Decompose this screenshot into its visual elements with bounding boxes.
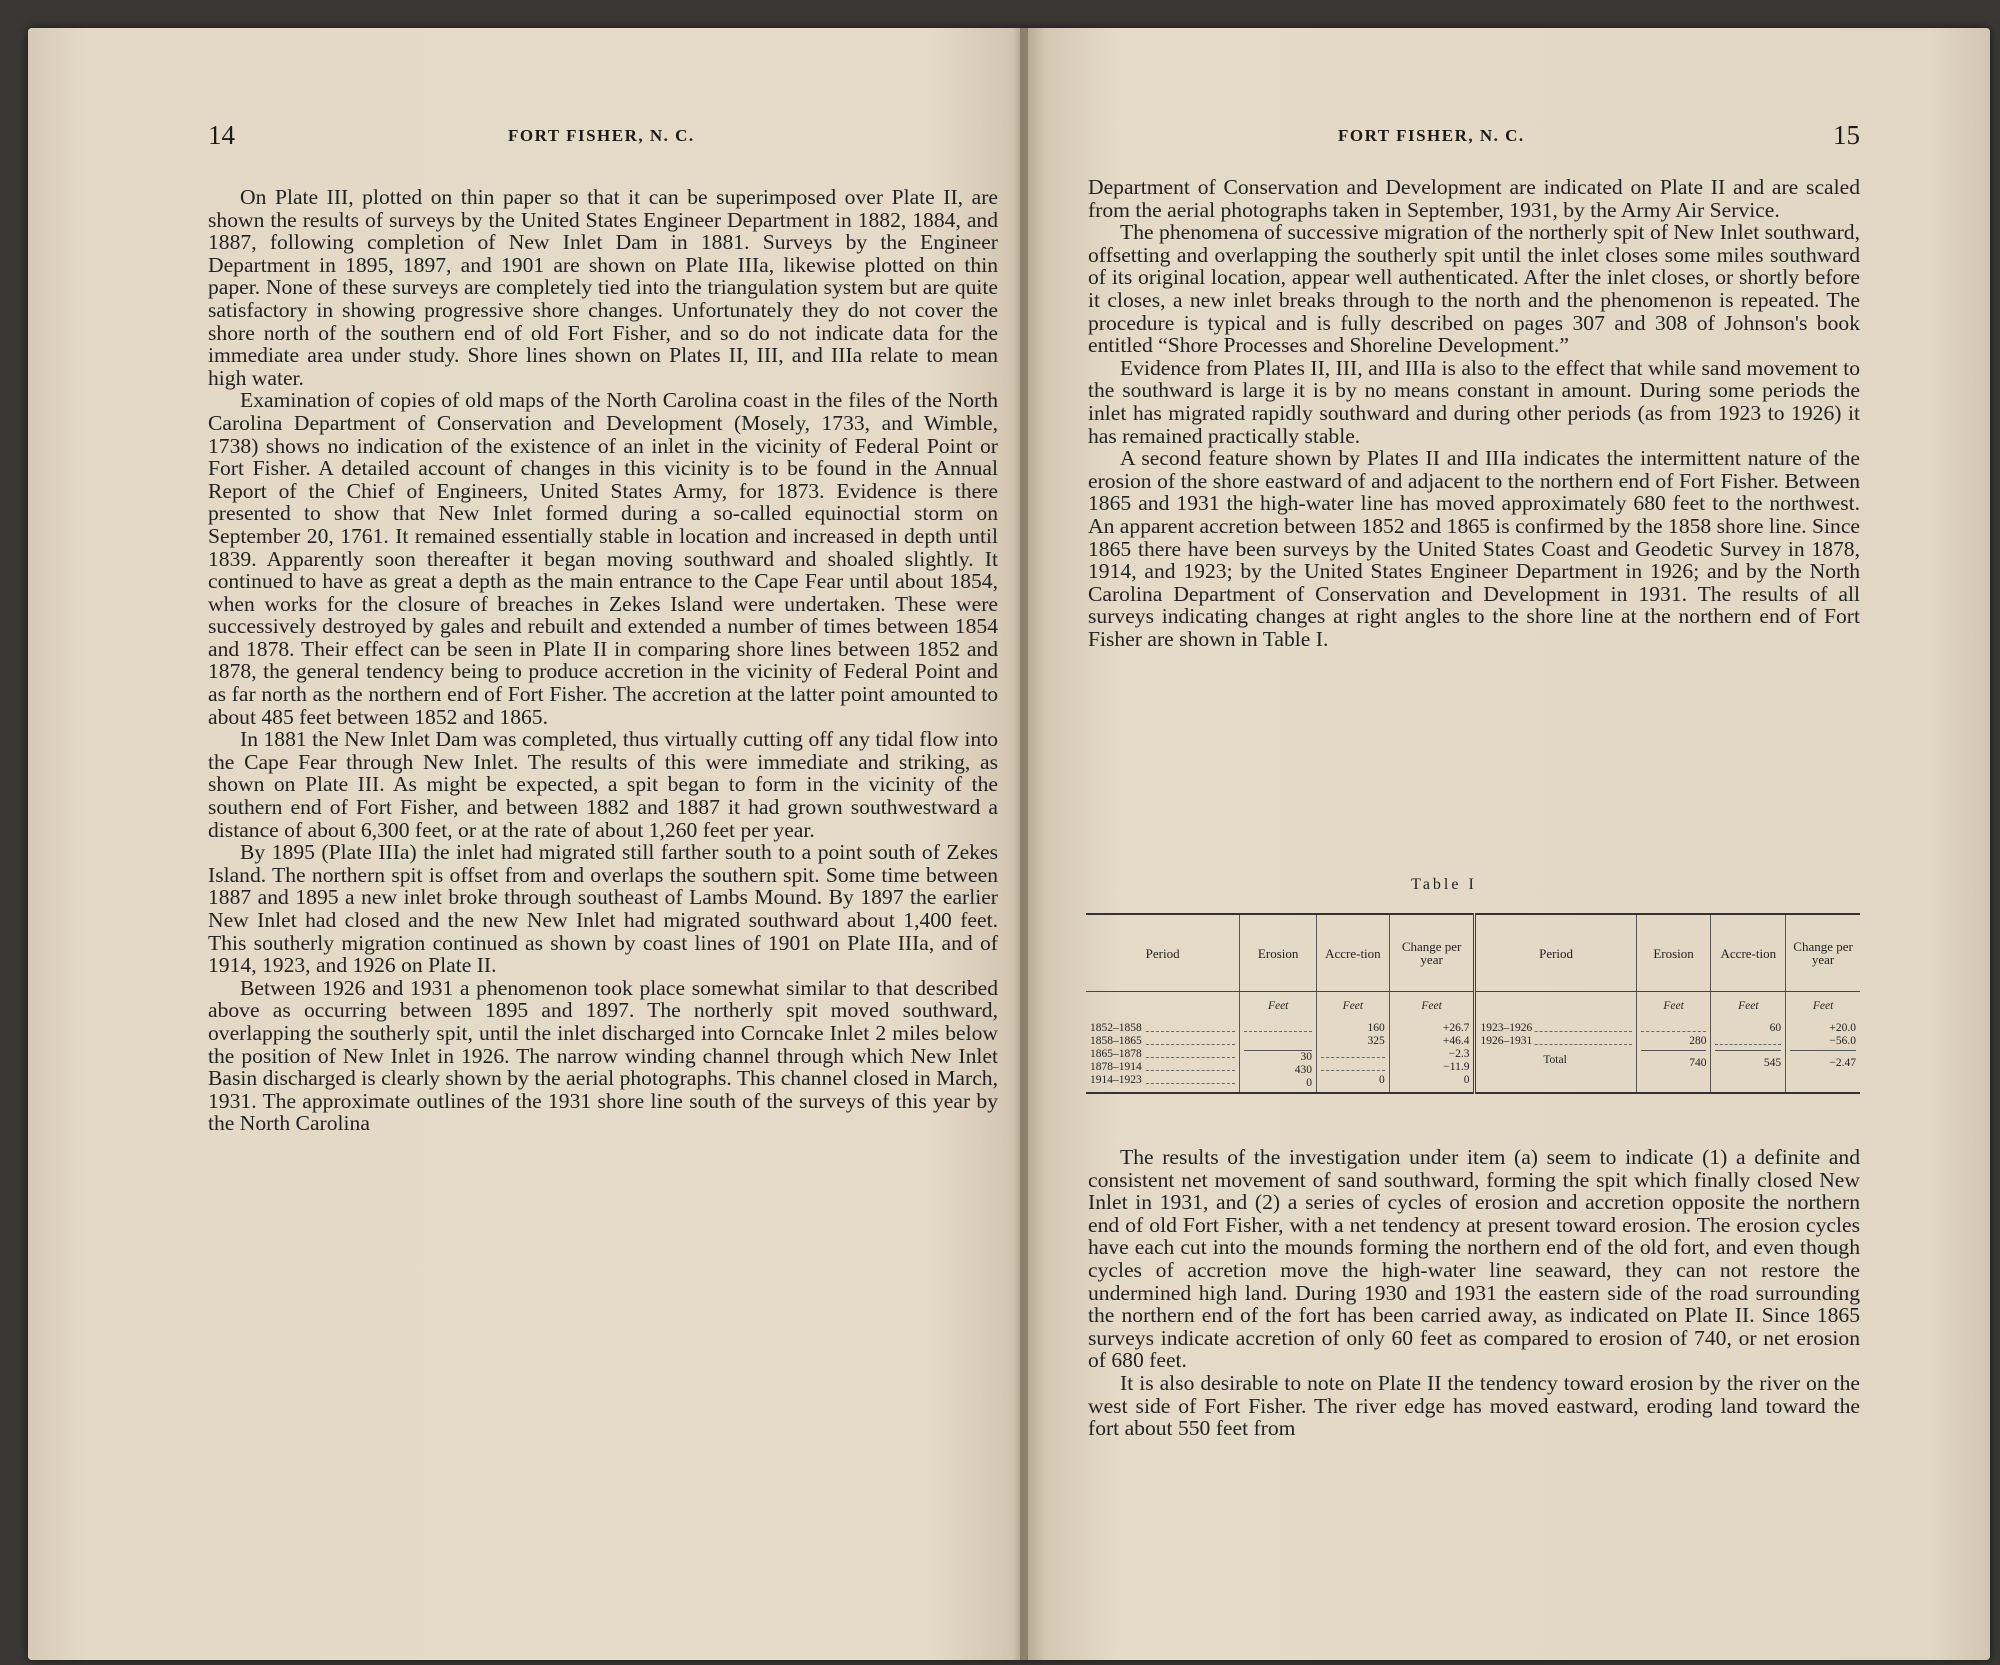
period-cell: 1914–1923 — [1090, 1074, 1142, 1086]
left-page-number: 14 — [208, 120, 235, 150]
table-cell — [1090, 1074, 1235, 1087]
accretion-cell: 325 — [1367, 1035, 1385, 1047]
unit-label: Feet — [1738, 1000, 1759, 1012]
right-page-body-top — [1088, 176, 1860, 650]
header-accretion: Accre-tion — [1317, 914, 1390, 992]
paragraph: A second feature shown by Plates II and IIIa indicates the intermittent nature of the erosion of the shore eastward of and adjacent to the northern end of Fort Fisher. Between 1865 and 1931 the high-water line has moved approximately 680 feet to the northwest. An apparent accretion between 1852 and 1865 is confirmed by the 1858 shore line. Since 1865 there have been surveys by the United States Coast and Geodetic Survey in 1878, 1914, and 1923; by the United States Engineer Department in 1926; and by the North Carolina Department of Conservation and Development in 1931. The results of all surveys indicating changes at right angles to the shore line at the northern end of Fort Fisher are shown in Table I. — [1088, 446, 1860, 651]
paragraph: In 1881 the New Inlet Dam was completed, thus virtually cutting off any tidal flow into the Cape Fear through New Inlet. The results of this were immediate and striking, as shown on Plate III. As might be expected, a spit began to form in the vicinity of the southern end of Fort Fisher, and between 1882 and 1887 it had grown southwestward a distance of about 6,300 feet, or at the rate of about 1,260 feet per year. — [208, 727, 998, 842]
change-cell: −56.0 — [1829, 1035, 1856, 1047]
header-period: Period — [1086, 914, 1240, 992]
table-i — [1086, 913, 1860, 1094]
table-cell — [1090, 1035, 1235, 1048]
change-cell: +26.7 — [1442, 1022, 1470, 1034]
period-cell: 1865–1878 — [1090, 1048, 1142, 1060]
accretion-cell: 160 — [1367, 1022, 1385, 1034]
paragraph: By 1895 (Plate IIIa) the inlet had migrated still farther south to a point south of Zekes Island. The northern spit is offset from and overlaps the southern spit. Some time between 1887 and 1895 a new inlet broke through southeast of Lambs Mound. By 1897 the earlier New Inlet had closed and the new New Inlet had migrated southward about 1,400 feet. This southerly migration continued as shown by coast lines of 1901 on Plate IIIa, and of 1914, 1923, and 1926 on Plate II. — [208, 840, 998, 978]
period-cell: 1878–1914 — [1090, 1061, 1142, 1073]
left-page — [28, 28, 1020, 1660]
header-change-per-year: Change per year — [1389, 914, 1475, 992]
change-cell: +46.4 — [1442, 1035, 1470, 1047]
erosion-cell: 430 — [1294, 1064, 1313, 1076]
total-accretion-cell: 545 — [1763, 1057, 1782, 1069]
right-erosion-column — [1636, 992, 1711, 1094]
left-page-header — [208, 120, 998, 160]
header-change-per-year: Change per year — [1786, 914, 1860, 992]
table-cell — [1480, 1035, 1631, 1048]
left-page-body — [208, 186, 998, 1135]
header-period: Period — [1475, 914, 1636, 992]
table-cell — [1480, 1022, 1631, 1035]
change-cell: −11.9 — [1443, 1061, 1470, 1073]
paragraph: Examination of copies of old maps of the North Carolina coast in the files of the North Carolina Department of Conservation and Development (Mosely, 1733, and Wimble, 1738) shows no indication of the existence of an inlet in the vicinity of Federal Point or Fort Fisher. A detailed account of changes in this vicinity is to be found in the Annual Report of the Chief of Engineers, United States Army, for 1873. Evidence is there presented to show that New Inlet formed during a so-called equinoctial storm on September 20, 1761. It remained essentially stable in location and increased in depth until 1839. Apparently soon thereafter it began moving southward and shoaled slightly. It continued to have as great a depth as the main entrance to the Cape Fear until about 1854, when works for the closure of breaches in Zekes Island were undertaken. These were successively destroyed by gales and rebuilt and extended a number of times between 1854 and 1878. Their effect can be seen in Plate II in comparing shore lines between 1852 and 1878, the general tendency being to produce accretion in the vicinity of Federal Point and as far north as the northern end of Fort Fisher. The accretion at the latter point amounted to about 485 feet between 1852 and 1865. — [208, 388, 998, 729]
table-cell — [1090, 1022, 1235, 1035]
paragraph: Evidence from Plates II, III, and IIIa is also to the effect that while sand movement to the southward is large it is by no means constant in amount. During some periods the inlet has migrated rapidly southward and during other periods (as from 1923 to 1926) it has remained practically stable. — [1088, 355, 1860, 448]
unit-label: Feet — [1421, 1000, 1442, 1012]
table-cell — [1480, 1054, 1631, 1067]
left-erosion-column — [1240, 992, 1317, 1094]
right-running-head: FORT FISHER, N. C. — [1338, 126, 1525, 145]
period-cell: 1923–1926 — [1480, 1022, 1533, 1034]
total-erosion-cell: 740 — [1689, 1057, 1707, 1069]
book-gutter — [1020, 28, 1028, 1660]
change-cell: +20.0 — [1829, 1022, 1856, 1034]
period-cell: 1858–1865 — [1090, 1035, 1142, 1047]
right-page-body-bottom — [1088, 1146, 1860, 1440]
right-page — [1028, 28, 1990, 1660]
erosion-cell — [1244, 1035, 1312, 1048]
header-accretion: Accre-tion — [1711, 914, 1786, 992]
paragraph: The results of the investigation under item (a) seem to indicate (1) a definite and consistent net movement of sand southward, forming the spit which finally closed New Inlet in 1931, and (2) a series of cycles of erosion and accretion opposite the northern end of old Fort Fisher, with a net tendency at present toward erosion. The erosion cycles have each cut into the mounds forming the northern end of the old fort, and even though cycles of accretion move the high-water line seaward, they can not restore the undermined high land. During 1930 and 1931 the eastern side of the road surrounding the northern end of the fort has been carried away, as indicated on Plate II. Since 1865 surveys indicate accretion of only 60 feet as compared to erosion of 740, or net erosion of 680 feet. — [1088, 1145, 1860, 1373]
header-erosion: Erosion — [1240, 914, 1317, 992]
period-cell: 1852–1858 — [1090, 1022, 1142, 1034]
table-header-row — [1086, 914, 1860, 992]
erosion-cell: 30 — [1244, 1050, 1312, 1064]
table-cell — [1090, 1061, 1235, 1074]
period-cell: 1926–1931 — [1480, 1035, 1533, 1047]
paragraph: It is also desirable to note on Plate II the tendency toward erosion by the river on the west side of Fort Fisher. The river edge has moved eastward, eroding land toward the fort about 550 feet from — [1088, 1370, 1860, 1441]
unit-label: Feet — [1663, 1000, 1684, 1012]
header-erosion: Erosion — [1636, 914, 1711, 992]
open-book — [28, 28, 1990, 1660]
change-cell: 0 — [1463, 1074, 1470, 1086]
unit-label: Feet — [1812, 1000, 1834, 1012]
left-accretion-column — [1317, 992, 1390, 1094]
unit-label: Feet — [1267, 1000, 1289, 1012]
right-change-column — [1786, 992, 1860, 1094]
accretion-cell: 60 — [1769, 1022, 1782, 1034]
table-cell — [1090, 1048, 1235, 1061]
right-page-number: 15 — [1833, 120, 1860, 150]
left-period-column — [1086, 992, 1240, 1094]
erosion-cell: 0 — [1306, 1077, 1313, 1089]
paragraph: Between 1926 and 1931 a phenomenon took place somewhat similar to that described above as occurring between 1895 and 1897. The northerly spit moved southward, overlapping the southerly spit, until the inlet discharged into Corncake Inlet 2 miles below the position of New Inlet in 1926. The narrow winding channel through which New Inlet Basin discharged is clearly shown by the aerial photographs. This channel closed in March, 1931. The approximate outlines of the 1931 shore line south of the surveys of this year by the North Carolina — [208, 975, 998, 1136]
left-change-column — [1389, 992, 1475, 1094]
erosion-cell: 280 — [1689, 1035, 1707, 1047]
right-accretion-column — [1711, 992, 1786, 1094]
right-period-column — [1475, 992, 1636, 1094]
total-change-cell: −2.47 — [1829, 1057, 1856, 1069]
change-cell: −2.3 — [1448, 1048, 1470, 1060]
left-running-head: FORT FISHER, N. C. — [508, 126, 695, 145]
paragraph: On Plate III, plotted on thin paper so that it can be superimposed over Plate II, are shown the results of surveys by the United States Engineer Department in 1882, 1884, and 1887, following completion of New Inlet Dam in 1881. Surveys by the Engineer Department in 1895, 1897, and 1901 are shown on Plate IIIa, likewise plotted on thin paper. None of these surveys are completely tied into the triangulation system but are quite satisfactory in showing progressive shore changes. Unfortunately they do not cover the shore north of the southern end of old Fort Fisher, and so do not indicate data for the immediate area under study. Shore lines shown on Plates II, III, and IIIa relate to mean high water. — [208, 185, 998, 390]
paragraph: The phenomena of successive migration of the northerly spit of New Inlet southward, offsetting and overlapping the southerly spit until the inlet closes some miles southward of its original location, appear well authenticated. After the inlet closes, or shortly before it closes, a new inlet breaks through to the north and the phenomenon is repeated. The procedure is typical and is fully described on pages 307 and 308 of Johnson's book entitled “Shore Processes and Shoreline Development.” — [1088, 220, 1860, 358]
paragraph: Department of Conservation and Development are indicated on Plate II and are scaled from the aerial photographs taken in September, 1931, by the Army Air Service. — [1088, 175, 1860, 222]
right-page-header — [1088, 120, 1860, 160]
unit-label: Feet — [1342, 1000, 1364, 1012]
table-caption: Table I — [1411, 876, 1477, 893]
total-label: Total — [1543, 1054, 1567, 1066]
table-body-row — [1086, 992, 1860, 1094]
accretion-cell: 0 — [1379, 1074, 1385, 1086]
